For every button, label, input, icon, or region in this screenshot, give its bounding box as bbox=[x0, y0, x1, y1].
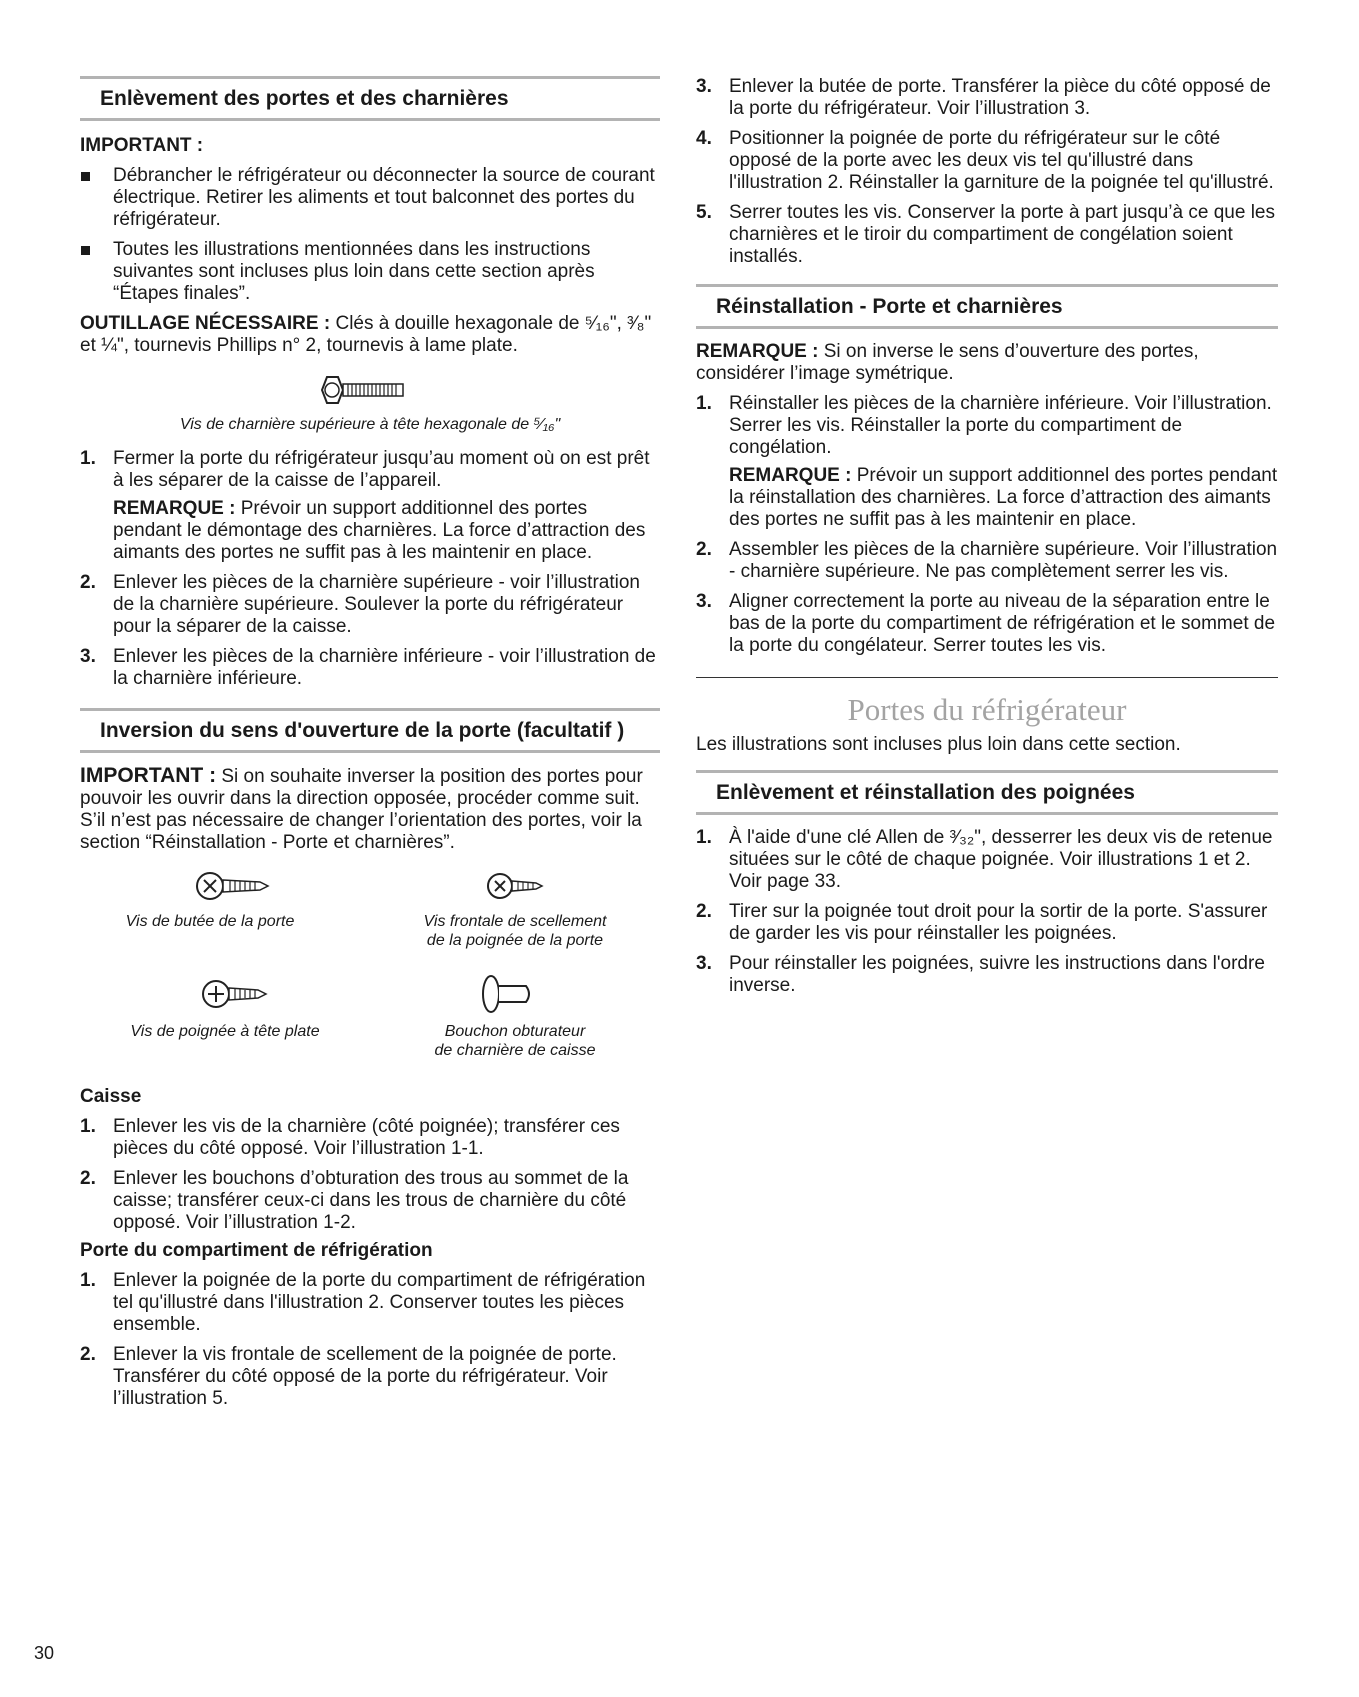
hex-head-screw-icon bbox=[80, 371, 660, 409]
caisse-step: 1. Enlever les vis de la charnière (côté poignée); transférer ces pièces du côté opposé. Voir l’illustration 1-1. bbox=[80, 1116, 620, 1159]
right-column bbox=[696, 76, 1278, 997]
seal-screw-icon bbox=[488, 874, 542, 898]
fridge-door-step: 2. Enlever la vis frontale de scellement de la poignée de porte. Transférer du côté opposé de la porte du réfrigérateur. Voir l’illustration 5. bbox=[80, 1344, 617, 1409]
reinstallation-step: 1. Réinstaller les pièces de la charnière inférieure. Voir l’illustration. Serrer les vis. Réinstaller la porte du compartiment de congélation. REMARQUE : Prévoir un support additionnel des portes pendant la réinstallation des charnières. La force d’attraction des aimants des portes ne suffit pas à les maintenir en place. bbox=[696, 393, 1278, 530]
section-heading-handles: Enlèvement et réinstallation des poignées bbox=[696, 770, 1278, 815]
screw-illustrations bbox=[80, 864, 660, 1084]
step-note: REMARQUE : Prévoir un support additionnel des portes pendant le démontage des charnières. La force d’attraction des aimants des portes ne suffit pas à les maintenir en place. bbox=[113, 498, 646, 563]
section-heading-reinstallation: Réinstallation - Porte et charnières bbox=[696, 284, 1278, 329]
door-stop-screw-caption: Vis de butée de la porte bbox=[125, 913, 295, 930]
left-column bbox=[80, 76, 660, 1410]
step-item: 3. Enlever la butée de porte. Transférer la pièce du côté opposé de la porte du réfrigérateur. Voir l’illustration 3. bbox=[696, 76, 1271, 119]
fridge-door-heading: Porte du compartiment de réfrigération bbox=[80, 1240, 433, 1261]
tools-paragraph bbox=[80, 313, 660, 357]
flat-head-screw-icon bbox=[203, 981, 266, 1007]
important-label: IMPORTANT : bbox=[80, 135, 204, 156]
handle-step: 3. Pour réinstaller les poignées, suivre les instructions dans l'ordre inverse. bbox=[696, 953, 1265, 996]
reinstallation-step: 2. Assembler les pièces de la charnière supérieure. Voir l’illustration - charnière supérieure. Ne pas complètement serrer les vis. bbox=[696, 539, 1278, 582]
handle-screw-caption: Vis de poignée à tête plate bbox=[130, 1023, 320, 1040]
hinge-plug-icon bbox=[483, 976, 529, 1012]
step-item: 4. Positionner la poignée de porte du réfrigérateur sur le côté opposé de la porte avec les deux vis tel qu'illustré dans l'illustration 2. Réinstaller la garniture de la poignée tel qu'illustré. bbox=[696, 128, 1274, 193]
reinstallation-step: 3. Aligner correctement la porte au niveau de la séparation entre le bas de la porte du compartiment de réfrigération et le sommet de la porte du congélateur. Serrer toutes les vis. bbox=[696, 591, 1276, 656]
hinge-plug-caption-line2: de charnière de caisse bbox=[434, 1042, 596, 1059]
fridge-doors-intro: Les illustrations sont incluses plus loin dans cette section. bbox=[696, 734, 1181, 755]
page-number: 30 bbox=[34, 1643, 55, 1663]
section-heading-door-reversal: Inversion du sens d'ouverture de la porte (facultatif ) bbox=[80, 708, 660, 753]
caisse-heading: Caisse bbox=[80, 1086, 142, 1107]
hex-screw-illustration bbox=[80, 371, 660, 409]
handle-step: 1. À l'aide d'une clé Allen de ³⁄₃₂", desserrer les deux vis de retenue situées sur le côté de chaque poignée. Voir illustrations 1 et 2. Voir page 33. bbox=[696, 827, 1273, 892]
handle-step: 2. Tirer sur la poignée tout droit pour la sortir de la porte. S'assurer de garder les vis pour réinstaller les poignées. bbox=[696, 901, 1268, 944]
hinge-screw-caption: Vis de charnière supérieure à tête hexagonale de ⁵⁄₁₆" bbox=[179, 416, 561, 433]
section-divider bbox=[696, 677, 1278, 678]
step-item: 3. Enlever les pièces de la charnière inférieure - voir l’illustration de la charnière inférieure. bbox=[80, 646, 656, 689]
tools-text: Clés à douille hexagonale de ⁵⁄₁₆", ³⁄₈" et ¼", tournevis Phillips n° 2, tournevis à lame plate. bbox=[80, 313, 652, 356]
hinge-plug-caption-line1: Bouchon obturateur bbox=[444, 1023, 586, 1040]
bullet-square-icon bbox=[81, 246, 90, 255]
reinstallation-note: REMARQUE : Si on inverse le sens d’ouverture des portes, considérer l’image symétrique. bbox=[696, 341, 1199, 384]
section-heading-door-removal: Enlèvement des portes et des charnières bbox=[80, 76, 660, 121]
step-item: 2. Enlever les pièces de la charnière supérieure - voir l’illustration de la charnière supérieure. Soulever la porte du réfrigérateur pour la séparer de la caisse. bbox=[80, 572, 640, 637]
seal-screw-caption-line2: de la poignée de la porte bbox=[426, 932, 604, 949]
fridge-doors-title: Portes du réfrigérateur bbox=[847, 692, 1127, 727]
step-item: 5. Serrer toutes les vis. Conserver la porte à part jusqu’à ce que les charnières et le tiroir du compartiment de congélation soient installés. bbox=[696, 202, 1275, 267]
step-item: 1. Fermer la porte du réfrigérateur jusqu’au moment où on est prêt à les séparer de la caisse de l’appareil. REMARQUE : Prévoir un support additionnel des portes pendant le démontage des charnières. La force d’attraction des aimants des portes ne suffit pas à les maintenir en place. bbox=[80, 448, 660, 564]
caisse-step: 2. Enlever les bouchons d’obturation des trous au sommet de la caisse; transférer ceux-ci dans les trous de charnière du côté opposé. Voir l’illustration 1-2. bbox=[80, 1168, 629, 1233]
step-note: REMARQUE : Prévoir un support additionnel des portes pendant la réinstallation des charnières. La force d’attraction des aimants des portes ne suffit pas à les maintenir en place. bbox=[729, 465, 1278, 530]
bullet-item: Débrancher le réfrigérateur ou déconnecter la source de courant électrique. Retirer les aliments et tout balconnet des portes du réfrigérateur. bbox=[80, 165, 660, 231]
tools-label: OUTILLAGE NÉCESSAIRE : bbox=[80, 313, 331, 334]
seal-screw-caption-line1: Vis frontale de scellement bbox=[423, 913, 607, 930]
bullet-square-icon bbox=[81, 172, 90, 181]
bullet-item: Toutes les illustrations mentionnées dans les instructions suivantes sont incluses plus loin dans cette section après “Étapes finales”. bbox=[80, 239, 660, 305]
important-paragraph: IMPORTANT : Si on souhaite inverser la position des portes pour pouvoir les ouvrir dans la direction opposée, procéder comme suit. S’il n’est pas nécessaire de changer l’orientation des portes, voir la section “Réinstallation - Porte et charnières”. bbox=[80, 764, 643, 853]
fridge-door-step: 1. Enlever la poignée de la porte du compartiment de réfrigération tel qu'illustré dans l'illustration 2. Conserver toutes les pièces ensemble. bbox=[80, 1270, 646, 1335]
door-stop-screw-icon bbox=[197, 873, 268, 899]
